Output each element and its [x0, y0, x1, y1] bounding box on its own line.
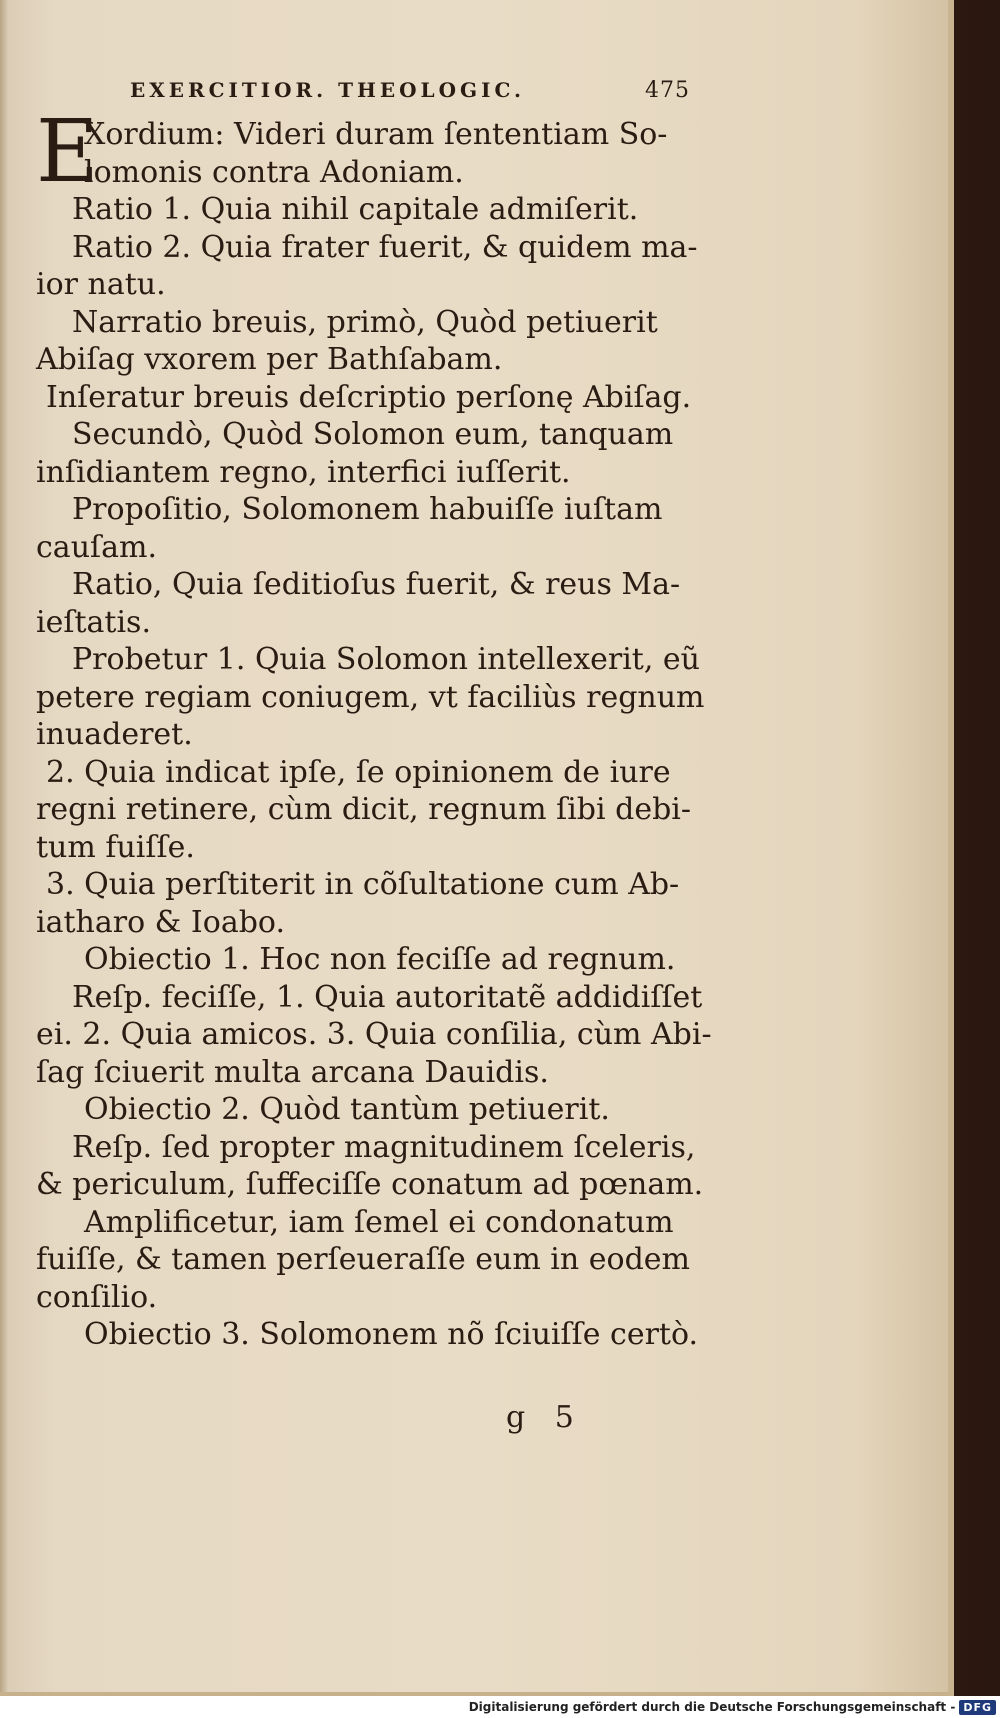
text-line: Secundò, Quòd Solomon eum, tanquam — [72, 417, 674, 452]
text-line: cauſam. — [36, 529, 157, 565]
text-line: Amplificetur, iam ſemel ei condonatum — [84, 1204, 674, 1240]
text-line: ieſtatis. — [36, 604, 151, 640]
dfg-logo-icon: DFG — [959, 1700, 996, 1715]
exordium — [36, 102, 692, 202]
drop-cap: E — [36, 102, 99, 202]
text-line: Ratio 1. Quia nihil capitale admiſerit. — [72, 192, 639, 227]
funding-credit: Digitalisierung gefördert durch die Deutsche Forschungsgemeinschaft - — [468, 1700, 956, 1714]
running-title: EXERCITIOR. THEOLOGIC. — [130, 78, 526, 102]
text-line: lomonis contra Adoniam. — [84, 154, 464, 190]
text-line: ior natu. — [36, 267, 166, 302]
text-line: Propoſitio, Solomonem habuiſſe iuſtam — [72, 492, 663, 527]
signature-mark: g 5 — [506, 1400, 584, 1435]
text-line: ſag ſciuerit multa arcana Dauidis. — [36, 1054, 549, 1090]
text-line: Obiectio 3. Solomonem nõ ſciuiſſe certò. — [84, 1317, 699, 1352]
page-number: 475 — [645, 78, 690, 103]
text-line: Reſp. ſed propter magnitudinem ſceleris, — [72, 1129, 696, 1165]
text-line: regni retinere, cùm dicit, regnum ſibi debi- — [36, 792, 692, 827]
text-line: iatharo & Ioabo. — [36, 904, 285, 940]
page-text — [36, 78, 712, 1354]
text-line: fuiſſe, & tamen perſeueraſſe eum in eodem — [36, 1242, 690, 1277]
text-line: Ratio, Quia ſeditioſus fuerit, & reus Ma- — [72, 567, 681, 602]
text-line: inuaderet. — [36, 717, 193, 752]
text-line: Obiectio 1. Hoc non feciſſe ad regnum. — [84, 942, 676, 977]
text-line: conſilio. — [36, 1279, 158, 1315]
text-line: inſidiantem regno, interfici iuſſerit. — [36, 454, 571, 490]
text-line: Probetur 1. Quia Solomon intellexerit, eũ — [72, 642, 701, 677]
page-gutter — [0, 0, 8, 1692]
text-line: tum fuiſſe. — [36, 829, 195, 865]
text-line: 2. Quia indicat ipſe, ſe opinionem de iure — [46, 754, 671, 790]
text-line: Inſeratur breuis deſcriptio perſonę Abiſag. — [46, 379, 692, 415]
text-line: Narratio breuis, primò, Quòd petiuerit — [72, 304, 658, 340]
text-line: Reſp. feciſſe, 1. Quia autoritatẽ addidiſſet — [72, 979, 703, 1015]
running-head — [36, 78, 692, 112]
text-line: ei. 2. Quia amicos. 3. Quia conſilia, cùm Abi- — [36, 1017, 712, 1052]
digitization-footer — [0, 1696, 1000, 1718]
text-line: & periculum, ſuffeciſſe conatum ad pœnam. — [36, 1167, 704, 1202]
text-line: Obiectio 2. Quòd tantùm petiuerit. — [84, 1092, 610, 1127]
text-line: Xordium: Videri duram ſententiam So- — [84, 117, 668, 152]
text-line: Abiſag vxorem per Bathſabam. — [36, 342, 503, 377]
text-line: petere regiam coniugem, vt faciliùs regnum — [36, 679, 705, 715]
text-line: 3. Quia perſtiterit in cõſultatione cum Ab- — [46, 867, 680, 902]
text-line: Ratio 2. Quia frater fuerit, & quidem ma- — [72, 229, 698, 265]
